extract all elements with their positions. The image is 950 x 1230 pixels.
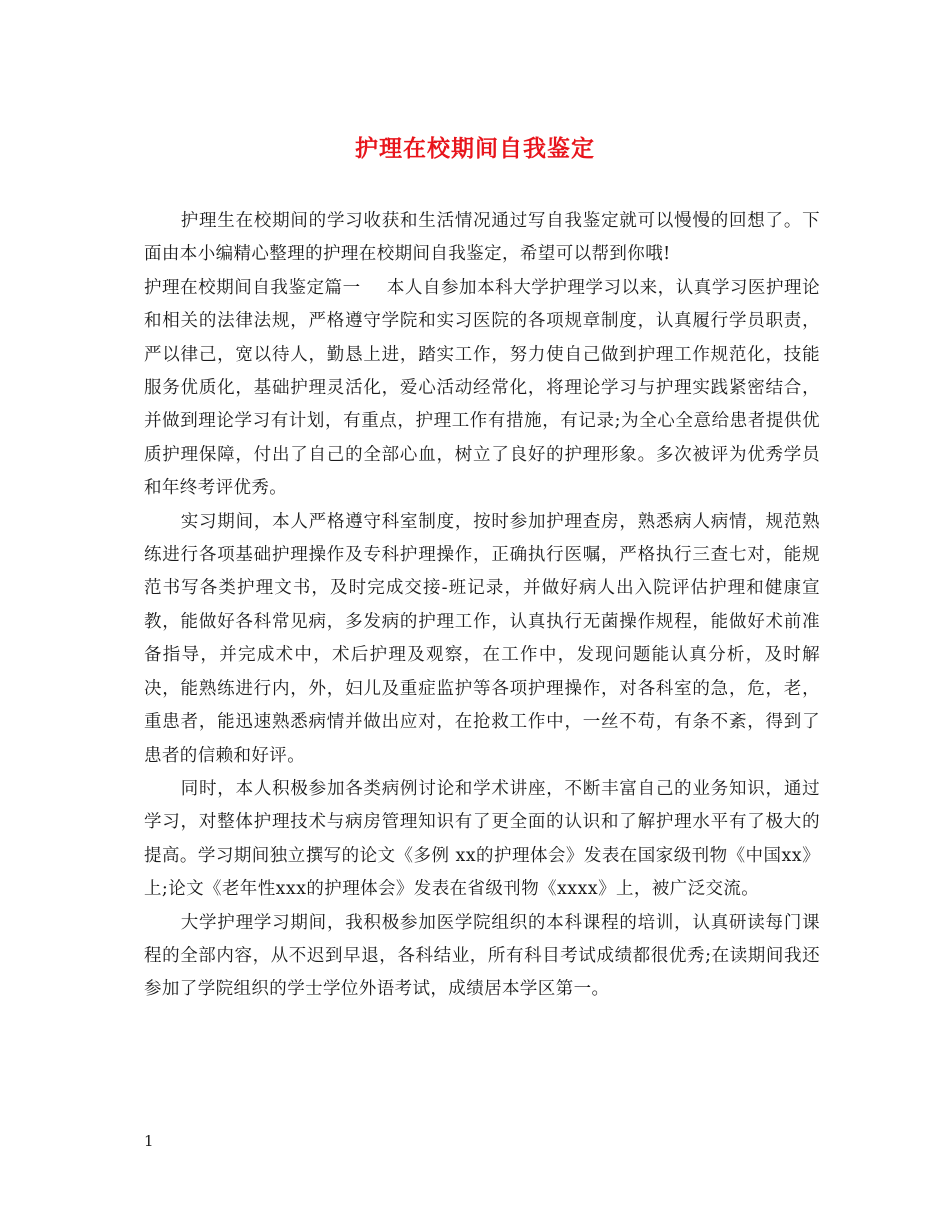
section-heading: 护理在校期间自我鉴定篇一 [144, 277, 361, 298]
paragraph-academic: 同时，本人积极参加各类病例讨论和学术讲座，不断丰富自己的业务知识，通过学习，对整体护理技术与病房管理知识有了更全面的认识和了解护理水平有了极大的提高。学习期间独立撰写的论文《多例 xx的护理体会》发表在国家级刊物《中国xx》上;论文《老年性xxx的护理体会》发表在省级刊物《xxxx》上，被广泛交流。 [144, 778, 820, 900]
paragraph-internship: 实习期间，本人严格遵守科室制度，按时参加护理查房，熟悉病人病情，规范熟练进行各项基础护理操作及专科护理操作，正确执行医嘱，严格执行三查七对，能规范书写各类护理文书，及时完成交接-班记录，并做好病人出入院评估护理和健康宣教，能做好各科常见病，多发病的护理工作，认真执行无菌操作规程，能做好术前准备指导，并完成术中，术后护理及观察，在工作中，发现问题能认真分析，及时解决，能熟练进行内，外，妇儿及重症监护等各项护理操作，对各科室的急，危，老，重患者，能迅速熟悉病情并做出应对，在抢救工作中，一丝不苟，有条不紊，得到了患者的信赖和好评。 [144, 511, 820, 766]
document-title: 护理在校期间自我鉴定 [355, 135, 595, 162]
intro-paragraph: 护理生在校期间的学习收获和生活情况通过写自我鉴定就可以慢慢的回想了。下面由本小编精心整理的护理在校期间自我鉴定，希望可以帮到你哦! [144, 211, 820, 265]
paragraph-training: 大学护理学习期间，我积极参加医学院组织的本科课程的培训，认真研读每门课程的全部内容，从不迟到早退，各科结业，所有科目考试成绩都很优秀;在读期间我还参加了学院组织的学士学位外语考试，成绩居本学区第一。 [144, 912, 820, 1000]
section-1-text: 本人自参加本科大学护理学习以来，认真学习医护理论和相关的法律法规，严格遵守学院和实习医院的各项规章制度，认真履行学员职责，严以律己，宽以待人，勤恳上进，踏实工作，努力使自己做到护理工作规范化，技能服务优质化，基础护理灵活化，爱心活动经常化，将理论学习与护理实践紧密结合，并做到理论学习有计划，有重点，护理工作有措施，有记录;为全心全意给患者提供优质护理保障，付出了自己的全部心血，树立了良好的护理形象。多次被评为优秀学员和年终考评优秀。 [144, 277, 820, 499]
section-paragraph-1 [144, 272, 820, 506]
document-body [144, 205, 820, 1007]
page-number: 1 [144, 1132, 154, 1150]
